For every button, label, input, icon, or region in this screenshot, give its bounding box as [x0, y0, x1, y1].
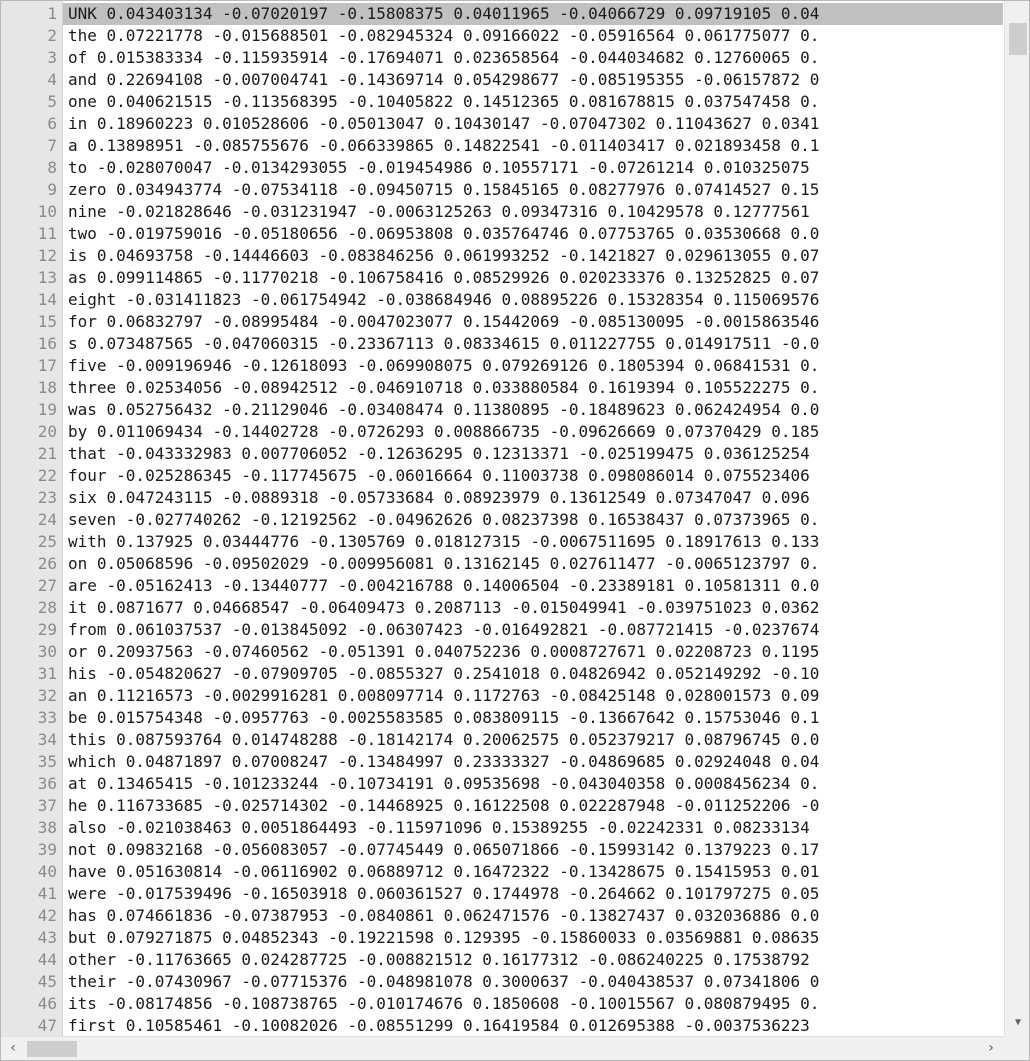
- line-number: 19: [37, 400, 57, 419]
- line-number: 14: [37, 290, 57, 309]
- line-number: 25: [37, 532, 57, 551]
- line-number: 40: [37, 862, 57, 881]
- line-number: 9: [47, 180, 57, 199]
- text-line[interactable]: the 0.07221778 -0.015688501 -0.082945324 0.09166022 -0.05916564 0.061775077 0.: [68, 26, 820, 45]
- text-line[interactable]: eight -0.031411823 -0.061754942 -0.038684946 0.08895226 0.15328354 0.115069576: [68, 290, 820, 309]
- text-line[interactable]: and 0.22694108 -0.007004741 -0.14369714 0.054298677 -0.085195355 -0.06157872 0: [68, 70, 820, 89]
- line-number: 26: [37, 554, 57, 573]
- text-line[interactable]: are -0.05162413 -0.13440777 -0.004216788 0.14006504 -0.23389181 0.10581311 0.0: [68, 576, 820, 595]
- horizontal-scrollbar-thumb[interactable]: [27, 1041, 77, 1057]
- text-line[interactable]: is 0.04693758 -0.14446603 -0.083846256 0.061993252 -0.1421827 0.029613055 0.07: [68, 246, 820, 265]
- text-line[interactable]: one 0.040621515 -0.113568395 -0.10405822 0.14512365 0.081678815 0.037547458 0.: [68, 92, 820, 111]
- text-line[interactable]: in 0.18960223 0.010528606 -0.05013047 0.10430147 -0.07047302 0.11043627 0.0341: [68, 114, 820, 133]
- line-number: 31: [37, 664, 57, 683]
- vertical-scrollbar-thumb[interactable]: [1009, 23, 1027, 55]
- text-line[interactable]: be 0.015754348 -0.0957763 -0.0025583585 0.083809115 -0.13667642 0.15753046 0.1: [68, 708, 820, 727]
- line-number: 18: [37, 378, 57, 397]
- text-line[interactable]: by 0.011069434 -0.14402728 -0.0726293 0.008866735 -0.09626669 0.07370429 0.185: [68, 422, 820, 441]
- text-line[interactable]: that -0.043332983 0.007706052 -0.12636295 0.12313371 -0.025199475 0.036125254: [68, 444, 810, 463]
- line-number: 33: [37, 708, 57, 727]
- line-number: 42: [37, 906, 57, 925]
- chevron-left-icon[interactable]: ‹: [10, 1040, 16, 1056]
- text-line[interactable]: or 0.20937563 -0.07460562 -0.051391 0.040752236 0.0008727671 0.02208723 0.1195: [68, 642, 820, 661]
- text-line[interactable]: this 0.087593764 0.014748288 -0.18142174 0.20062575 0.052379217 0.08796745 0.0: [68, 730, 820, 749]
- line-number-gutter: [1, 1, 63, 1039]
- text-line[interactable]: but 0.079271875 0.04852343 -0.19221598 0.129395 -0.15860033 0.03569881 0.08635: [68, 928, 820, 947]
- line-number: 47: [37, 1016, 57, 1035]
- text-line[interactable]: four -0.025286345 -0.117745675 -0.06016664 0.11003738 0.098086014 0.075523406: [68, 466, 810, 485]
- line-number: 5: [47, 92, 57, 111]
- text-line[interactable]: for 0.06832797 -0.08995484 -0.0047023077 0.15442069 -0.085130095 -0.0015863546: [68, 312, 820, 331]
- text-line[interactable]: have 0.051630814 -0.06116902 0.06889712 0.16472322 -0.13428675 0.15415953 0.01: [68, 862, 820, 881]
- text-line[interactable]: a 0.13898951 -0.085755676 -0.066339865 0.14822541 -0.011403417 0.021893458 0.1: [68, 136, 820, 155]
- text-line[interactable]: as 0.099114865 -0.11770218 -0.106758416 0.08529926 0.020233376 0.13252825 0.07: [68, 268, 820, 287]
- line-number: 28: [37, 598, 57, 617]
- line-number: 29: [37, 620, 57, 639]
- line-number: 37: [37, 796, 57, 815]
- line-number: 20: [37, 422, 57, 441]
- line-number: 30: [37, 642, 57, 661]
- line-number: 4: [47, 70, 57, 89]
- text-line[interactable]: their -0.07430967 -0.07715376 -0.048981078 0.3000637 -0.040438537 0.07341806 0: [68, 972, 820, 991]
- line-number: 22: [37, 466, 57, 485]
- text-line[interactable]: zero 0.034943774 -0.07534118 -0.09450715 0.15845165 0.08277976 0.07414527 0.15: [68, 180, 820, 199]
- line-number: 15: [37, 312, 57, 331]
- line-number: 43: [37, 928, 57, 947]
- text-line[interactable]: nine -0.021828646 -0.031231947 -0.0063125263 0.09347316 0.10429578 0.12777561: [68, 202, 810, 221]
- line-number: 44: [37, 950, 57, 969]
- line-number: 24: [37, 510, 57, 529]
- text-line[interactable]: from 0.061037537 -0.013845092 -0.06307423 -0.016492821 -0.087721415 -0.0237674: [68, 620, 820, 639]
- line-number: 23: [37, 488, 57, 507]
- line-number: 16: [37, 334, 57, 353]
- text-line[interactable]: which 0.04871897 0.07008247 -0.13484997 0.23333327 -0.04869685 0.02924048 0.04: [68, 752, 820, 771]
- line-number: 41: [37, 884, 57, 903]
- text-content-area[interactable]: [63, 1, 1003, 1039]
- line-number: 32: [37, 686, 57, 705]
- line-number: 1: [47, 4, 57, 23]
- line-number: 10: [37, 202, 57, 221]
- line-number: 36: [37, 774, 57, 793]
- text-line[interactable]: it 0.0871677 0.04668547 -0.06409473 0.2087113 -0.015049941 -0.039751023 0.0362: [68, 598, 820, 617]
- text-line[interactable]: its -0.08174856 -0.108738765 -0.010174676 0.1850608 -0.10015567 0.080879495 0.: [68, 994, 820, 1013]
- line-number: 11: [37, 224, 57, 243]
- line-number: 34: [37, 730, 57, 749]
- line-number: 17: [37, 356, 57, 375]
- text-line[interactable]: were -0.017539496 -0.16503918 0.060361527 0.1744978 -0.264662 0.101797275 0.05: [68, 884, 820, 903]
- text-line[interactable]: he 0.116733685 -0.025714302 -0.14468925 0.16122508 0.022287948 -0.011252206 -0: [68, 796, 820, 815]
- text-line[interactable]: has 0.074661836 -0.07387953 -0.0840861 0.062471576 -0.13827437 0.032036886 0.0: [68, 906, 820, 925]
- chevron-down-icon[interactable]: ▼: [1014, 1017, 1022, 1028]
- text-line[interactable]: an 0.11216573 -0.0029916281 0.008097714 0.1172763 -0.08425148 0.028001573 0.09: [68, 686, 820, 705]
- text-line[interactable]: on 0.05068596 -0.09502029 -0.009956081 0.13162145 0.027611477 -0.0065123797 0.: [68, 554, 820, 573]
- text-line[interactable]: seven -0.027740262 -0.12192562 -0.04962626 0.08237398 0.16538437 0.07373965 0.: [68, 510, 820, 529]
- line-number: 8: [47, 158, 57, 177]
- text-line[interactable]: of 0.015383334 -0.115935914 -0.17694071 0.023658564 -0.044034682 0.12760065 0.: [68, 48, 820, 67]
- line-number: 38: [37, 818, 57, 837]
- text-line[interactable]: three 0.02534056 -0.08942512 -0.046910718 0.033880584 0.1619394 0.105522275 0.: [68, 378, 820, 397]
- text-line[interactable]: with 0.137925 0.03444776 -0.1305769 0.018127315 -0.0067511695 0.18917613 0.133: [68, 532, 820, 551]
- text-line[interactable]: first 0.10585461 -0.10082026 -0.08551299 0.16419584 0.012695388 -0.0037536223: [68, 1016, 810, 1035]
- text-line[interactable]: other -0.11763665 0.024287725 -0.008821512 0.16177312 -0.086240225 0.17538792: [68, 950, 810, 969]
- text-line[interactable]: was 0.052756432 -0.21129046 -0.03408474 0.11380895 -0.18489623 0.062424954 0.0: [68, 400, 820, 419]
- line-number: 12: [37, 246, 57, 265]
- line-number: 3: [47, 48, 57, 67]
- line-number: 35: [37, 752, 57, 771]
- line-number: 21: [37, 444, 57, 463]
- text-line[interactable]: s 0.073487565 -0.047060315 -0.23367113 0.08334615 0.011227755 0.014917511 -0.0: [68, 334, 820, 353]
- text-line[interactable]: two -0.019759016 -0.05180656 -0.06953808 0.035764746 0.07753765 0.03530668 0.0: [68, 224, 820, 243]
- line-number: 46: [37, 994, 57, 1013]
- scrollbar-corner: [1004, 1036, 1030, 1060]
- line-number: 45: [37, 972, 57, 991]
- line-number: 13: [37, 268, 57, 287]
- text-line[interactable]: also -0.021038463 0.0051864493 -0.115971096 0.15389255 -0.02242331 0.08233134: [68, 818, 810, 837]
- line-number: 39: [37, 840, 57, 859]
- line-number: 7: [47, 136, 57, 155]
- text-line[interactable]: his -0.054820627 -0.07909705 -0.0855327 0.2541018 0.04826942 0.052149292 -0.10: [68, 664, 820, 683]
- vertical-scrollbar[interactable]: [1004, 1, 1030, 1036]
- line-number: 27: [37, 576, 57, 595]
- chevron-right-icon[interactable]: ›: [988, 1040, 994, 1056]
- line-number: 2: [47, 26, 57, 45]
- current-text-line[interactable]: UNK 0.043403134 -0.07020197 -0.15808375 0.04011965 -0.04066729 0.09719105 0.04: [63, 3, 1003, 25]
- text-line[interactable]: to -0.028070047 -0.0134293055 -0.019454986 0.10557171 -0.07261214 0.010325075: [68, 158, 810, 177]
- horizontal-scrollbar[interactable]: [1, 1036, 1004, 1060]
- text-line[interactable]: not 0.09832168 -0.056083057 -0.07745449 0.065071866 -0.15993142 0.1379223 0.17: [68, 840, 820, 859]
- text-line[interactable]: six 0.047243115 -0.0889318 -0.05733684 0.08923979 0.13612549 0.07347047 0.096: [68, 488, 810, 507]
- text-line[interactable]: five -0.009196946 -0.12618093 -0.069908075 0.079269126 0.1805394 0.06841531 0.: [68, 356, 820, 375]
- line-number: 6: [47, 114, 57, 133]
- text-line[interactable]: at 0.13465415 -0.101233244 -0.10734191 0.09535698 -0.043040358 0.0008456234 0.: [68, 774, 820, 793]
